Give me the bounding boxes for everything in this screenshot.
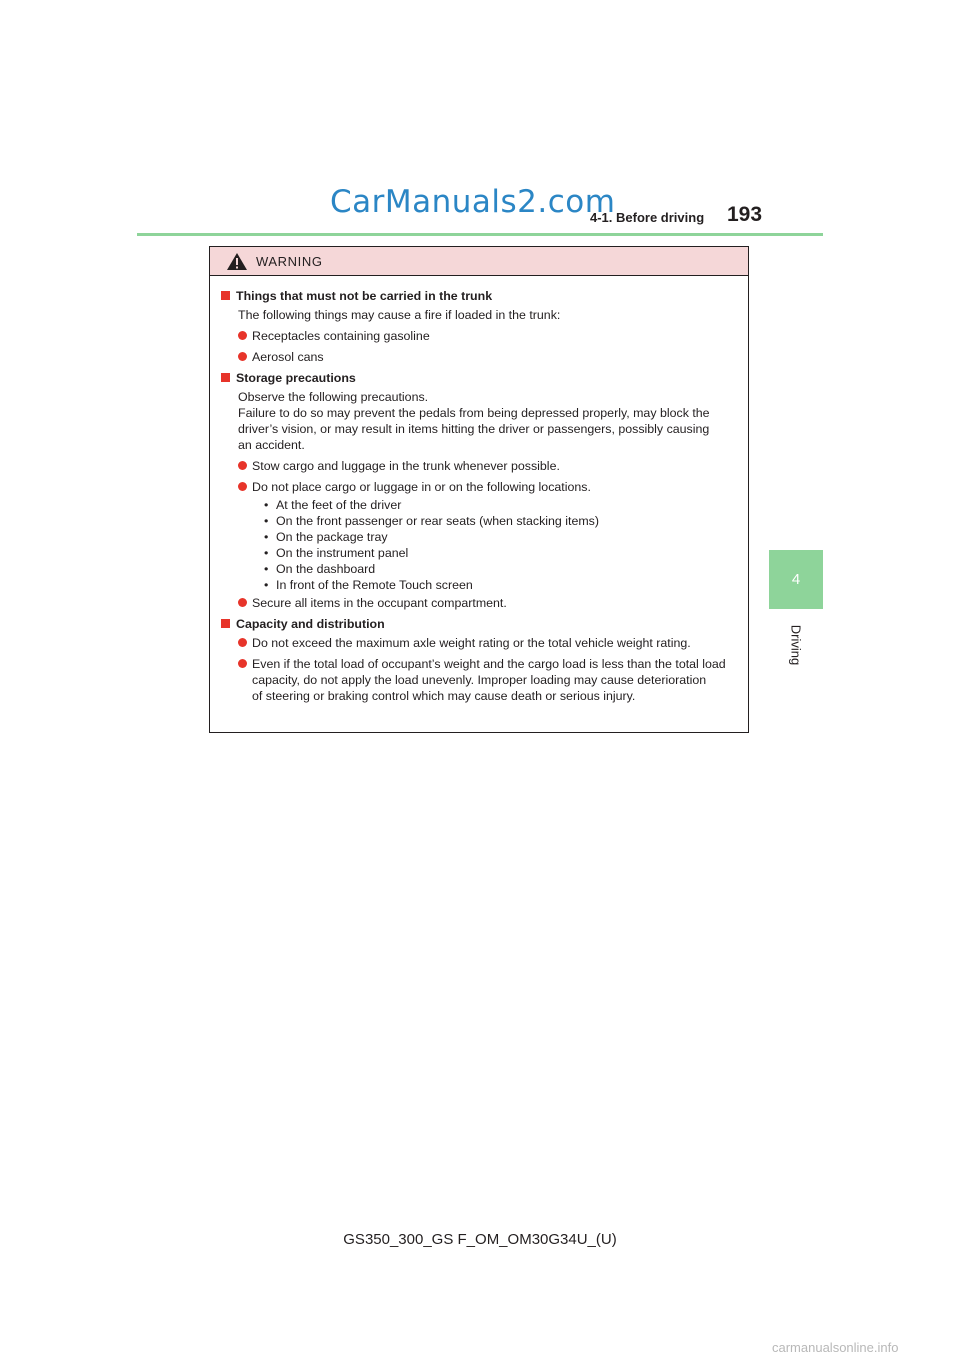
- section-heading: [220, 616, 748, 632]
- chapter-label: Driving: [788, 624, 804, 666]
- paragraph-line: The following things may cause a fire if loaded in the trunk:: [238, 308, 561, 322]
- section-heading-text: Things that must not be carried in the trunk: [236, 289, 493, 303]
- footer-watermark: carmanualsonline.info: [772, 1340, 899, 1355]
- section-heading-text: Storage precautions: [236, 371, 356, 385]
- section-heading: [220, 370, 748, 386]
- bullet-text: Stow cargo and luggage in the trunk whenever possible.: [252, 459, 560, 473]
- warning-body: [210, 276, 748, 704]
- sub-list-text: At the feet of the driver: [276, 498, 402, 512]
- paragraph-line: Observe the following precautions.: [238, 390, 429, 404]
- square-bullet-icon: [221, 619, 230, 628]
- small-dot-icon: •: [264, 578, 269, 592]
- sub-list-item: [220, 545, 748, 561]
- square-bullet-icon: [221, 291, 230, 300]
- small-dot-icon: •: [264, 514, 269, 528]
- round-bullet-icon: [238, 461, 247, 470]
- sub-list-item: [220, 577, 748, 593]
- bullet-text: Aerosol cans: [252, 350, 324, 364]
- sub-list: [220, 497, 748, 593]
- bullet-item: [220, 458, 748, 474]
- section-heading-text: Capacity and distribution: [236, 617, 385, 631]
- section-paragraph: [220, 307, 748, 323]
- sub-list-item: [220, 561, 748, 577]
- sub-list-text: On the front passenger or rear seats (when stacking items): [276, 514, 599, 528]
- bullet-text: Secure all items in the occupant compartment.: [252, 596, 507, 610]
- small-dot-icon: •: [264, 546, 269, 560]
- warning-header: [210, 247, 748, 276]
- paragraph-line: Failure to do so may prevent the pedals from being depressed properly, may block the: [238, 406, 710, 420]
- sub-list-item: [220, 529, 748, 545]
- sub-list-text: In front of the Remote Touch screen: [276, 578, 473, 592]
- sub-list-item: [220, 497, 748, 513]
- bullet-text: Do not exceed the maximum axle weight rating or the total vehicle weight rating.: [252, 636, 691, 650]
- bullet-text: Receptacles containing gasoline: [252, 329, 430, 343]
- sub-list-text: On the dashboard: [276, 562, 376, 576]
- document-code: GS350_300_GS F_OM_OM30G34U_(U): [343, 1231, 617, 1248]
- small-dot-icon: •: [264, 562, 269, 576]
- bullet-text: Even if the total load of occupant’s weight and the cargo load is less than the total load capacity, do not apply the load unevenly. Improper loading may cause deterioration of steering or braking control which may cause death or serious injury.: [252, 657, 726, 703]
- small-dot-icon: •: [264, 498, 269, 512]
- section-title: 4-1. Before driving: [590, 210, 705, 225]
- bullet-item: [220, 479, 748, 495]
- paragraph-line: driver’s vision, or may result in items hitting the driver or passengers, possibly causing: [238, 422, 710, 436]
- chapter-tab: [769, 550, 823, 609]
- bullet-text: Do not place cargo or luggage in or on the following locations.: [252, 480, 591, 494]
- page-number: 193: [727, 203, 763, 226]
- sub-list-text: On the package tray: [276, 530, 388, 544]
- round-bullet-icon: [238, 638, 247, 647]
- chapter-number: 4: [791, 571, 801, 588]
- round-bullet-icon: [238, 659, 247, 668]
- warning-title: WARNING: [256, 253, 323, 269]
- round-bullet-icon: [238, 352, 247, 361]
- sub-list-item: [220, 513, 748, 529]
- small-dot-icon: •: [264, 530, 269, 544]
- sub-list-text: On the instrument panel: [276, 546, 409, 560]
- bullet-item: [220, 595, 748, 611]
- watermark-logo: CarManuals2.com: [330, 184, 616, 220]
- header-divider: [137, 233, 823, 236]
- bullet-item: [220, 656, 748, 704]
- paragraph-line: an accident.: [238, 438, 305, 452]
- round-bullet-icon: [238, 482, 247, 491]
- bullet-item: [220, 328, 748, 344]
- warning-box: [209, 246, 749, 733]
- section-heading: [220, 288, 748, 304]
- bullet-item: [220, 635, 748, 651]
- round-bullet-icon: [238, 331, 247, 340]
- bullet-item: [220, 349, 748, 365]
- square-bullet-icon: [221, 373, 230, 382]
- round-bullet-icon: [238, 598, 247, 607]
- warning-triangle-icon: [226, 252, 248, 271]
- section-paragraph: [220, 389, 748, 453]
